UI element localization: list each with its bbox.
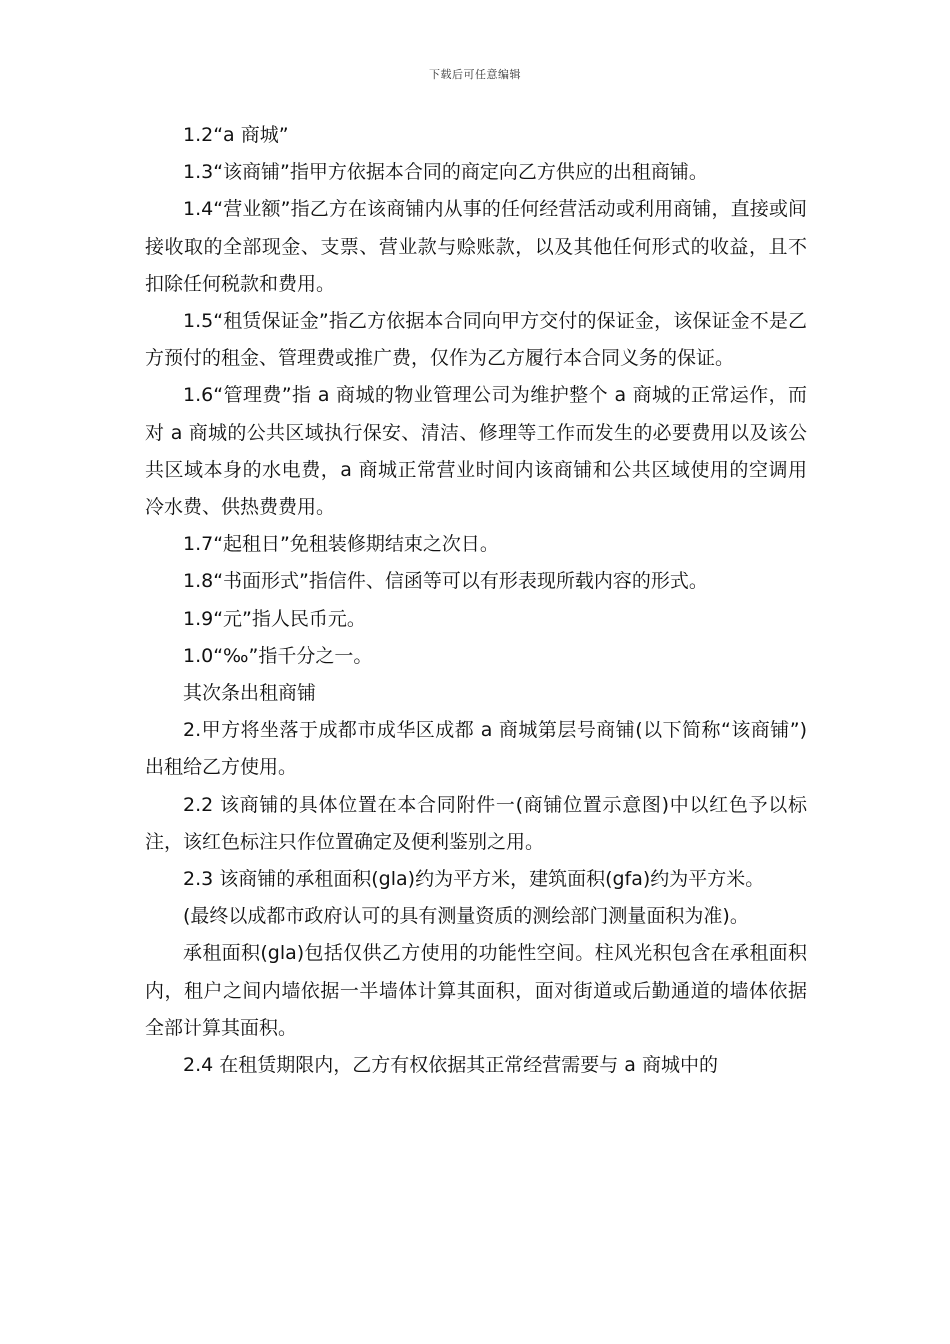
paragraph-2-3: 2.3 该商铺的承租面积(gla)约为平方米，建筑面积(gfa)约为平方米。: [183, 868, 765, 891]
paragraph-1-3: 1.3“该商铺”指甲方依据本合同的商定向乙方供应的出租商铺。: [183, 161, 708, 184]
paragraph-2-1: 2.甲方将坐落于成都市成华区成都 a 商城第层号商铺(以下简称“该商铺”)出租给乙方使用。: [145, 719, 807, 779]
document-body: [145, 117, 807, 1084]
paragraph-gla-definition: 承租面积(gla)包括仅供乙方使用的功能性空间。柱风光积包含在承租面积内，租户之间内墙依据一半墙体计算其面积，面对街道或后勤通道的墙体依据全部计算其面积。: [145, 942, 807, 1039]
page-header: 下载后可任意编辑: [429, 68, 521, 81]
paragraph-2-2: 2.2 该商铺的具体位置在本合同附件一(商铺位置示意图)中以红色予以标注，该红色标注只作位置确定及便利鉴别之用。: [145, 793, 807, 853]
paragraph-2-4: 2.4 在租赁期限内，乙方有权依据其正常经营需要与 a 商城中的: [183, 1054, 718, 1077]
section-heading-article-2: 其次条出租商铺: [183, 682, 317, 705]
paragraph-1-8: 1.8“书面形式”指信件、信函等可以有形表现所载内容的形式。: [183, 570, 708, 593]
paragraph-1-0: 1.0“‰”指千分之一。: [183, 644, 373, 667]
paragraph-2-3-note: (最终以成都市政府认可的具有测量资质的测绘部门测量面积为准)。: [183, 905, 749, 928]
paragraph-1-9: 1.9“元”指人民币元。: [183, 607, 366, 630]
paragraph-1-4: 1.4“营业额”指乙方在该商铺内从事的任何经营活动或利用商铺，直接或间接收取的全部现金、支票、营业款与赊账款，以及其他任何形式的收益，且不扣除任何税款和费用。: [145, 198, 807, 295]
paragraph-1-2: 1.2“a 商城”: [183, 124, 289, 146]
paragraph-1-6: 1.6“管理费”指 a 商城的物业管理公司为维护整个 a 商城的正常运作，而对 a 商城的公共区域执行保安、清洁、修理等工作而发生的必要费用以及该公共区域本身的水电费，a 商城正常营业时间内该商铺和公共区域使用的空调用冷水费、供热费费用。: [145, 384, 807, 519]
paragraph-1-7: 1.7“起租日”免租装修期结束之次日。: [183, 533, 499, 556]
paragraph-1-5: 1.5“租赁保证金”指乙方依据本合同向甲方交付的保证金，该保证金不是乙方预付的租金、管理费或推广费，仅作为乙方履行本合同义务的保证。: [145, 310, 807, 370]
